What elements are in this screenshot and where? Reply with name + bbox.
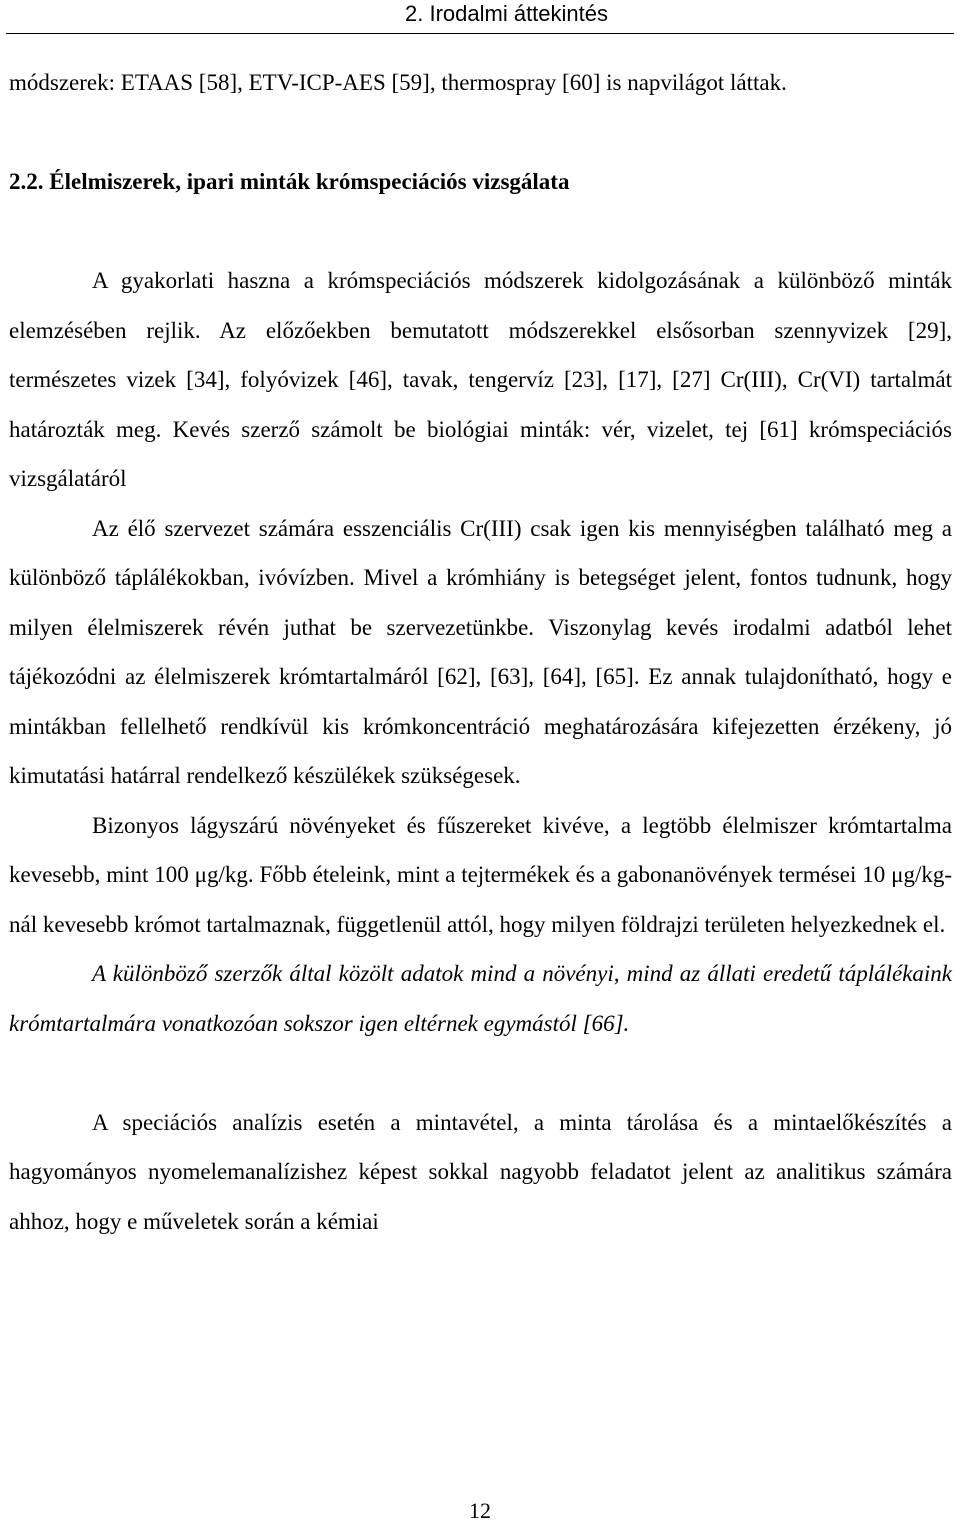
paragraph-food-chromium-content: Bizonyos lágyszárú növényeket és fűszereket kivéve, a legtöbb élelmiszer krómtartalma kevesebb, mint 100 μg/kg. Főbb ételeink, mint a tejtermékek és a gabonanövények termései 10 μg/kg-nál kevesebb krómot tartalmaznak, függetlenül attól, hogy milyen földrajzi területen helyezkednek el.	[9, 812, 952, 937]
section-heading: 2.2. Élelmiszerek, ipari minták krómspeciációs vizsgálata	[9, 169, 570, 194]
paragraph-speciation-analysis: A speciációs analízis esetén a mintavétel, a minta tárolása és a mintaelőkészítés a hagyományos nyomelemanalízishez képest sokkal nagyobb feladatot jelent az analitikus számára ahhoz, hogy e műveletek során a kémiai	[9, 1109, 952, 1234]
paragraph-differing-data: A különböző szerzők által közölt adatok mind a növényi, mind az állati eredetű táplálékaink krómtartalmára vonatkozóan sokszor igen eltérnek egymástól [66].	[9, 961, 952, 1036]
paragraph-essential-chromium: Az élő szervezet számára esszenciális Cr(III) csak igen kis mennyiségben található meg a különböző táplálékokban, ivóvízben. Mivel a krómhiány is betegséget jelent, fontos tudnunk, hogy milyen élelmiszerek révén juthat be szervezetünkbe. Viszonylag kevés irodalmi adatból lehet tájékozódni az élelmiszerek krómtartalmáról [62], [63], [64], [65]. Ez annak tulajdonítható, hogy e mintákban fellelhető rendkívül kis krómkoncentráció meghatározására kifejezetten érzékeny, jó kimutatási határral rendelkező készülékek szükségesek.	[9, 515, 952, 788]
running-header: 2. Irodalmi áttekintés	[405, 1, 608, 26]
paragraph-practical-use: A gyakorlati haszna a krómspeciációs módszerek kidolgozásának a különböző minták elemzésében rejlik. Az előzőekben bemutatott módszerekkel elsősorban szennyvizek [29], természetes vizek [34], folyóvizek [46], tavak, tengervíz [23], [17], [27] Cr(III), Cr(VI) tartalmát határozták meg. Kevés szerző számolt be biológiai minták: vér, vizelet, tej [61] krómspeciációs vizsgálatáról	[9, 268, 952, 491]
page-number: 12	[469, 1498, 491, 1523]
paragraph-continuation: módszerek: ETAAS [58], ETV-ICP-AES [59], thermospray [60] is napvilágot láttak.	[9, 70, 787, 95]
page-body	[9, 58, 952, 1246]
header-divider	[6, 33, 954, 34]
